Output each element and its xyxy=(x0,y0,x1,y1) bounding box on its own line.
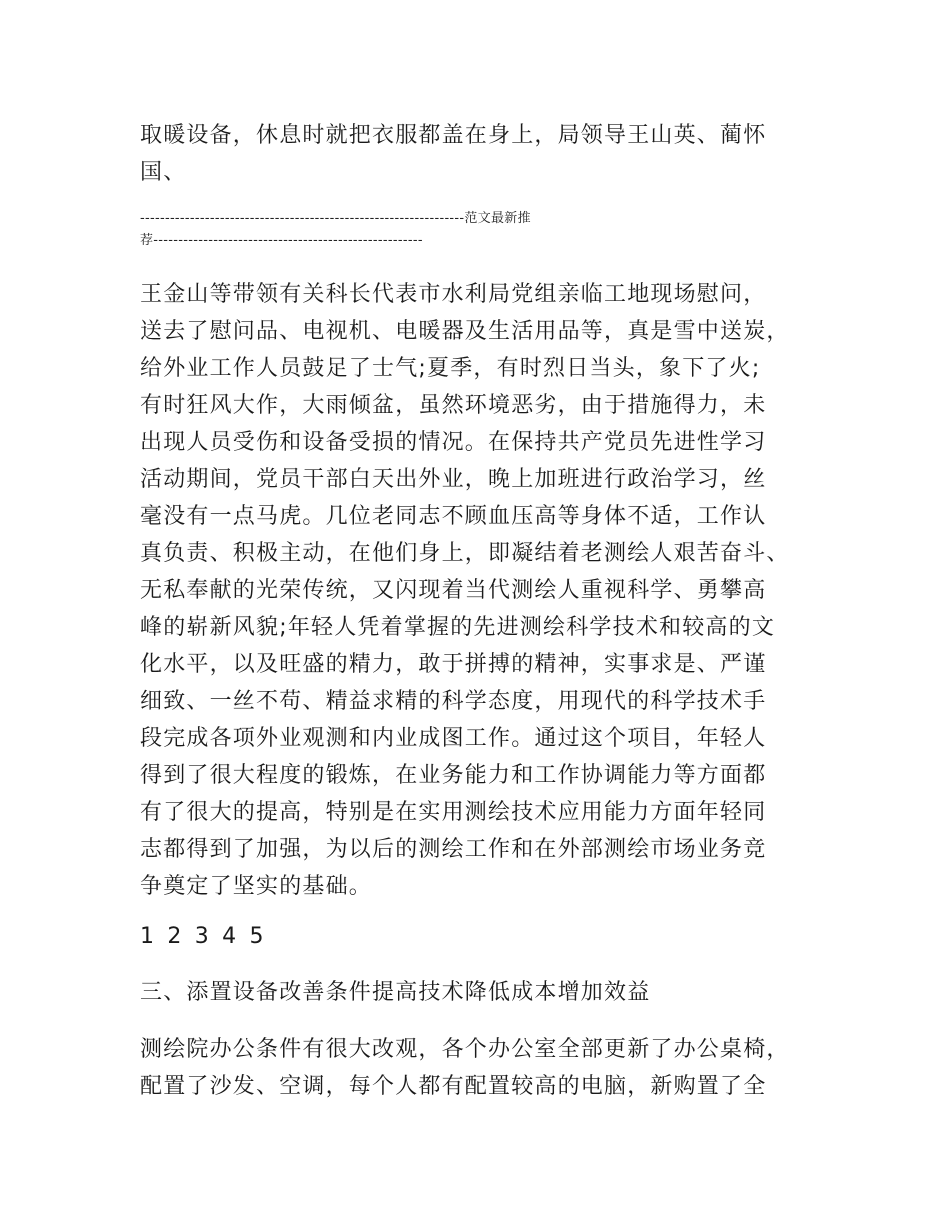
main-paragraph: 王金山等带领有关科长代表市水利局党组亲临工地现场慰问， 送去了慰问品、电视机、电暖器及生活用品等，真是雪中送炭， 给外业工作人员鼓足了士气;夏季，有时烈日当头，象下了火; 有时狂风大作，大雨倾盆，虽然环境恶劣，由于措施得力，未 出现人员受伤和设备受损的情况。在保持共产党员先进性学习 活动期间，党员干部白天出外业，晚上加班进行政治学习，丝 毫没有一点马虎。几位老同志不顾血压高等身体不适，工作认 真负责、积极主动，在他们身上，即凝结着老测绘人艰苦奋斗、 无私奉献的光荣传统，又闪现着当代测绘人重视科学、勇攀高 峰的崭新风貌;年轻人凭着掌握的先进测绘科学技术和较高的文 化水平，以及旺盛的精力，敢于拼搏的精神，实事求是、严谨 细致、一丝不苟、精益求精的科学态度，用现代的科学技术手 段完成各项外业观测和内业成图工作。通过这个项目，年轻人 得到了很大程度的锻炼，在业务能力和工作协调能力等方面都 有了很大的提高，特别是在实用测绘技术应用能力方面年轻同 志都得到了加强，为以后的测绘工作和在外部测绘市场业务竞 争奠定了坚实的基础。 xyxy=(140,282,790,899)
section-paragraph: 测绘院办公条件有很大改观，各个办公室全部更新了办公桌椅， 配置了沙发、空调，每个人都有配置较高的电脑，新购置了全 xyxy=(140,1037,790,1099)
page-number-list: 1 2 3 4 5 xyxy=(140,924,265,949)
section-heading: 三、添置设备改善条件提高技术降低成本增加效益 xyxy=(140,980,651,1005)
intro-paragraph: 取暖设备，休息时就把衣服都盖在身上，局领导王山英、蔺怀 国、 xyxy=(140,123,767,185)
recommendation-separator: -----------------------------------------------------------------范文最新推 荐------------------------------------------------------ xyxy=(140,211,531,248)
